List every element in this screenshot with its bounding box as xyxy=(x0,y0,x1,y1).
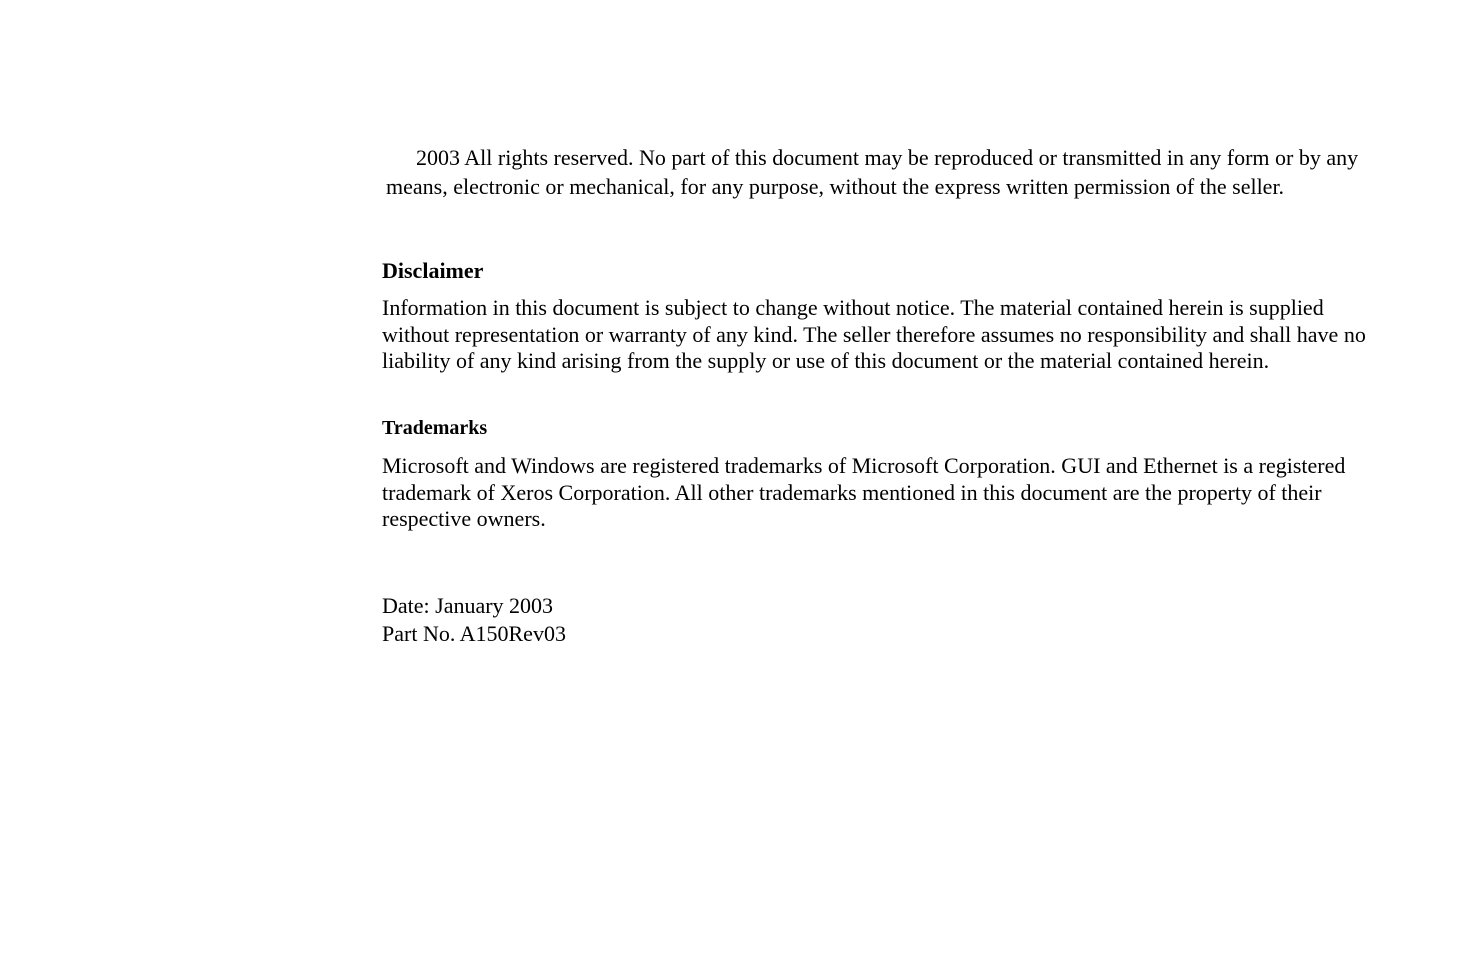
document-date: Date: January 2003 xyxy=(382,593,554,618)
trademarks-text: Microsoft and Windows are registered trademarks of Microsoft Corporation. GUI and Ethernet is a registered trademark of Xeros Corporation. All other trademarks mentioned in this document are the property of their respective owners. xyxy=(382,453,1346,532)
copyright-notice: 2003 All rights reserved. No part of this document may be reproduced or transmitted in any form or by any means, electronic or mechanical, for any purpose, without the express written permission of the seller. xyxy=(386,145,1359,199)
disclaimer-text: Information in this document is subject to change without notice. The material contained herein is supplied without representation or warranty of any kind. The seller therefore assumes no responsibility and shall have no liability of any kind arising from the supply or use of this document or the material contained herein. xyxy=(382,295,1366,374)
part-number: Part No. A150Rev03 xyxy=(382,621,566,646)
trademarks-heading: Trademarks xyxy=(382,417,488,439)
disclaimer-heading: Disclaimer xyxy=(382,258,484,283)
document-meta xyxy=(382,592,566,648)
